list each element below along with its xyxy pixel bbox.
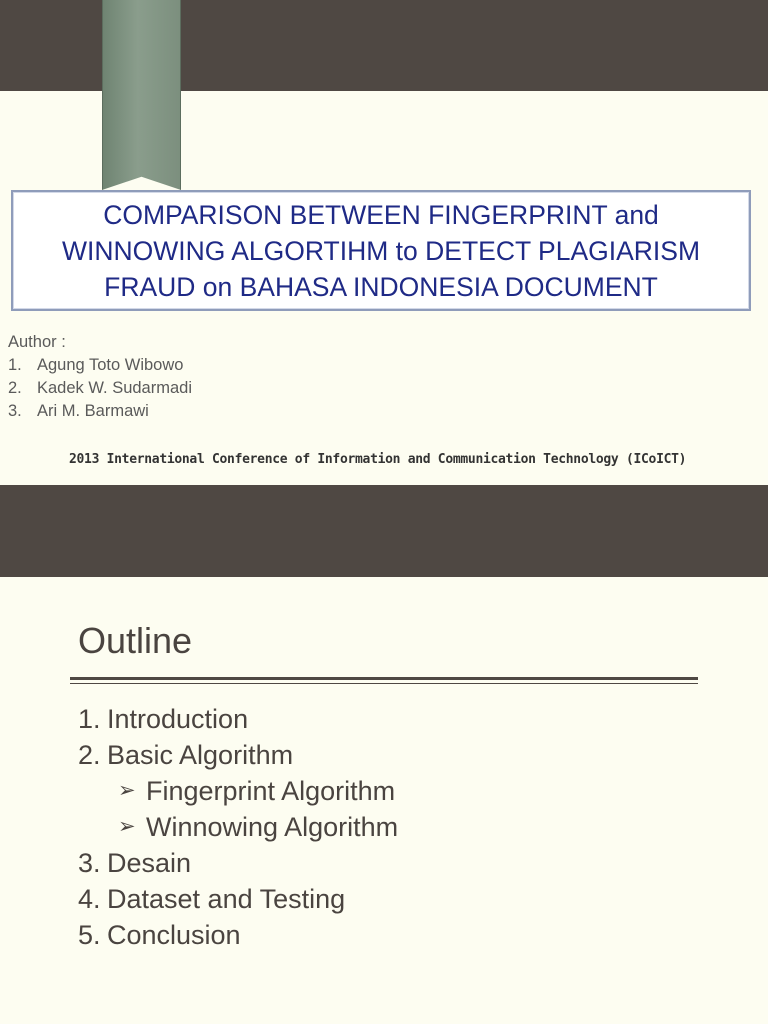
- slide-title: [13, 197, 749, 305]
- author-number: 3.: [8, 402, 22, 420]
- item-label: Basic Algorithm: [107, 740, 294, 770]
- author-item: [8, 354, 192, 377]
- item-number: 4.: [78, 884, 101, 914]
- author-item: [8, 377, 192, 400]
- list-item: [78, 881, 398, 917]
- title-line: WINNOWING ALGORTIHM to DETECT PLAGIARISM: [61, 235, 701, 266]
- item-number: 2.: [78, 740, 101, 770]
- slide-divider-band: [0, 485, 768, 577]
- author-number: 1.: [8, 356, 22, 374]
- author-name: Ari M. Barmawi: [37, 402, 149, 420]
- item-label: Fingerprint Algorithm: [146, 776, 396, 806]
- bookmark-ribbon: [102, 0, 181, 190]
- list-item: [78, 701, 398, 737]
- item-label: Introduction: [107, 704, 249, 734]
- outline-slide: [0, 577, 768, 1024]
- author-name: Kadek W. Sudarmadi: [37, 379, 192, 397]
- arrow-bullet-icon: ➢: [118, 815, 136, 838]
- title-line: FRAUD on BAHASA INDONESIA DOCUMENT: [104, 271, 658, 302]
- item-number: 5.: [78, 920, 101, 950]
- title-rule: [70, 677, 698, 680]
- item-label: Conclusion: [107, 920, 241, 950]
- author-label: Author :: [8, 333, 66, 351]
- list-item: [78, 917, 398, 953]
- title-rule-thin: [70, 683, 698, 684]
- sub-list-item: [78, 809, 398, 845]
- arrow-bullet-icon: ➢: [118, 779, 136, 802]
- author-item: [8, 400, 192, 423]
- item-label: Dataset and Testing: [107, 884, 346, 914]
- item-number: 3.: [78, 848, 101, 878]
- outline-list: [78, 701, 398, 953]
- title-box: [11, 190, 751, 311]
- item-label: Desain: [107, 848, 192, 878]
- author-number: 2.: [8, 379, 22, 397]
- outline-title: Outline: [78, 620, 193, 661]
- title-line: COMPARISON BETWEEN FINGERPRINT and: [103, 199, 659, 230]
- author-name: Agung Toto Wibowo: [37, 356, 184, 374]
- title-slide: [0, 0, 768, 485]
- sub-list-item: [78, 773, 398, 809]
- conference-name: 2013 International Conference of Information and Communication Technology (ICoICT): [69, 452, 687, 467]
- author-block: [8, 331, 192, 423]
- item-label: Winnowing Algorithm: [146, 812, 399, 842]
- list-item: [78, 737, 398, 773]
- item-number: 1.: [78, 704, 101, 734]
- author-list: [8, 354, 192, 423]
- list-item: [78, 845, 398, 881]
